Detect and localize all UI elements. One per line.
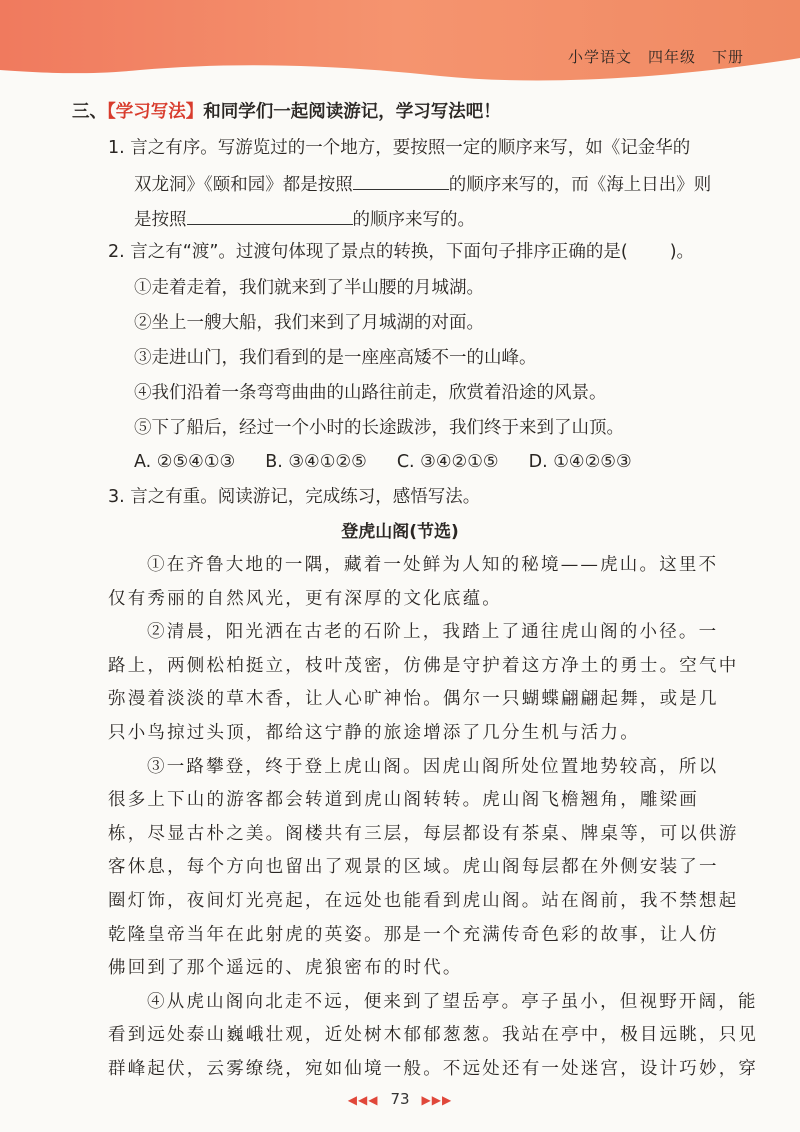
section-heading [72, 100, 501, 124]
page-footer [0, 1090, 800, 1108]
q2-option-c[interactable]: C. ③④②①⑤ [396, 452, 499, 472]
passage-line-2: 仅有秀丽的自然风光，更有深厚的文化底蕴。 [108, 588, 502, 609]
q2-item-1: ①走着走着，我们就来到了半山腰的月城湖。 [134, 278, 484, 298]
passage-line-5: 弥漫着淡淡的草木香，让人心旷神怡。偶尔一只蝴蝶翩翩起舞，或是几 [108, 689, 719, 710]
q1-line2-end: 的顺序来写的，而《海上日出》则 [448, 175, 712, 195]
q2-item-4: ④我们沿着一条弯弯曲曲的山路往前走，欣赏着沿途的风景。 [134, 383, 607, 403]
passage-line-12: 乾隆皇帝当年在此射虎的英姿。那是一个充满传奇色彩的故事，让人仿 [108, 924, 719, 945]
section-heading-text: 和同学们一起阅读游记，学习写法吧！ [203, 102, 501, 122]
passage-line-3: ②清晨，阳光洒在古老的石阶上，我踏上了通往虎山阁的小径。一 [147, 622, 719, 643]
q1-line2 [134, 171, 711, 197]
q2-stem-text: 2. 言之有“渡”。过渡句体现了景点的转换，下面句子排序正确的是( [108, 242, 628, 262]
prev-page-arrows[interactable]: ◀◀◀ [347, 1093, 379, 1107]
passage-line-6: 只小鸟掠过头顶，都给这宁静的旅途增添了几分生机与活力。 [108, 723, 640, 743]
passage-line-8: 很多上下山的游客都会转道到虎山阁转转。虎山阁飞檐翘角，雕梁画 [108, 790, 699, 811]
q1-blank-2[interactable] [187, 206, 353, 225]
q2-item-3: ③走进山门，我们看到的是一座座高矮不一的山峰。 [134, 348, 537, 368]
q2-options [134, 450, 662, 474]
q1-line3 [134, 206, 475, 232]
header-wave [0, 0, 800, 90]
page-number: 73 [390, 1090, 410, 1108]
next-page-arrows[interactable]: ▶▶▶ [421, 1093, 453, 1107]
q1-line3-end: 的顺序来写的。 [352, 210, 475, 230]
q2-item-2: ②坐上一艘大船，我们来到了月城湖的对面。 [134, 313, 484, 333]
q1-line2-start: 双龙洞》《颐和园》都是按照 [134, 175, 353, 195]
header-band [0, 0, 800, 90]
q1-line3-start: 是按照 [134, 210, 187, 230]
passage-line-15: 看到远处泰山巍峨壮观，近处树木郁郁葱葱。我站在亭中，极目远眺，只见 [108, 1025, 759, 1046]
passage-line-16: 群峰起伏，云雾缭绕，宛如仙境一般。不远处还有一处迷宫，设计巧妙，穿 [108, 1059, 759, 1079]
passage-line-10: 客休息，每个方向也留出了观景的区域。虎山阁每层都在外侧安装了一 [108, 857, 719, 878]
q1-blank-1[interactable] [353, 171, 449, 190]
q2-stem-end: )。 [669, 242, 695, 262]
passage-line-1: ①在齐鲁大地的一隅，藏着一处鲜为人知的秘境——虎山。这里不 [147, 555, 719, 575]
q1-line1: 1. 言之有序。写游览过的一个地方，要按照一定的顺序来写，如《记金华的 [108, 138, 691, 158]
passage-line-11: 圈灯饰，夜间灯光亮起，在远处也能看到虎山阁。站在阁前，我不禁想起 [108, 891, 739, 911]
q2-option-d[interactable]: D. ①④②⑤③ [528, 452, 632, 472]
q2-stem [108, 240, 694, 264]
section-prefix: 三、 [72, 102, 107, 122]
q2-option-a[interactable]: A. ②⑤④①③ [134, 452, 236, 472]
q3-stem: 3. 言之有重。阅读游记，完成练习，感悟写法。 [108, 487, 481, 507]
q2-option-b[interactable]: B. ③④①②⑤ [265, 452, 367, 472]
passage-line-9: 栋，尽显古朴之美。阁楼共有三层，每层都设有茶桌、牌桌等，可以供游 [108, 823, 739, 844]
passage-line-13: 佛回到了那个遥远的、虎狼密布的时代。 [108, 958, 463, 979]
section-tag: 【学习写法】 [107, 102, 204, 122]
book-label: 小学语文 四年级 下册 [567, 48, 744, 66]
passage-line-4: 路上，两侧松柏挺立，枝叶茂密，仿佛是守护着这方净土的勇士。空气中 [108, 655, 739, 676]
passage-title: 登虎山阁(节选) [341, 522, 459, 542]
passage-line-7: ③一路攀登，终于登上虎山阁。因虎山阁所处位置地势较高，所以 [147, 756, 719, 777]
passage-line-14: ④从虎山阁向北走不远，便来到了望岳亭。亭子虽小，但视野开阔，能 [147, 991, 758, 1012]
q2-item-5: ⑤下了船后，经过一个小时的长途跋涉，我们终于来到了山顶。 [134, 418, 624, 438]
